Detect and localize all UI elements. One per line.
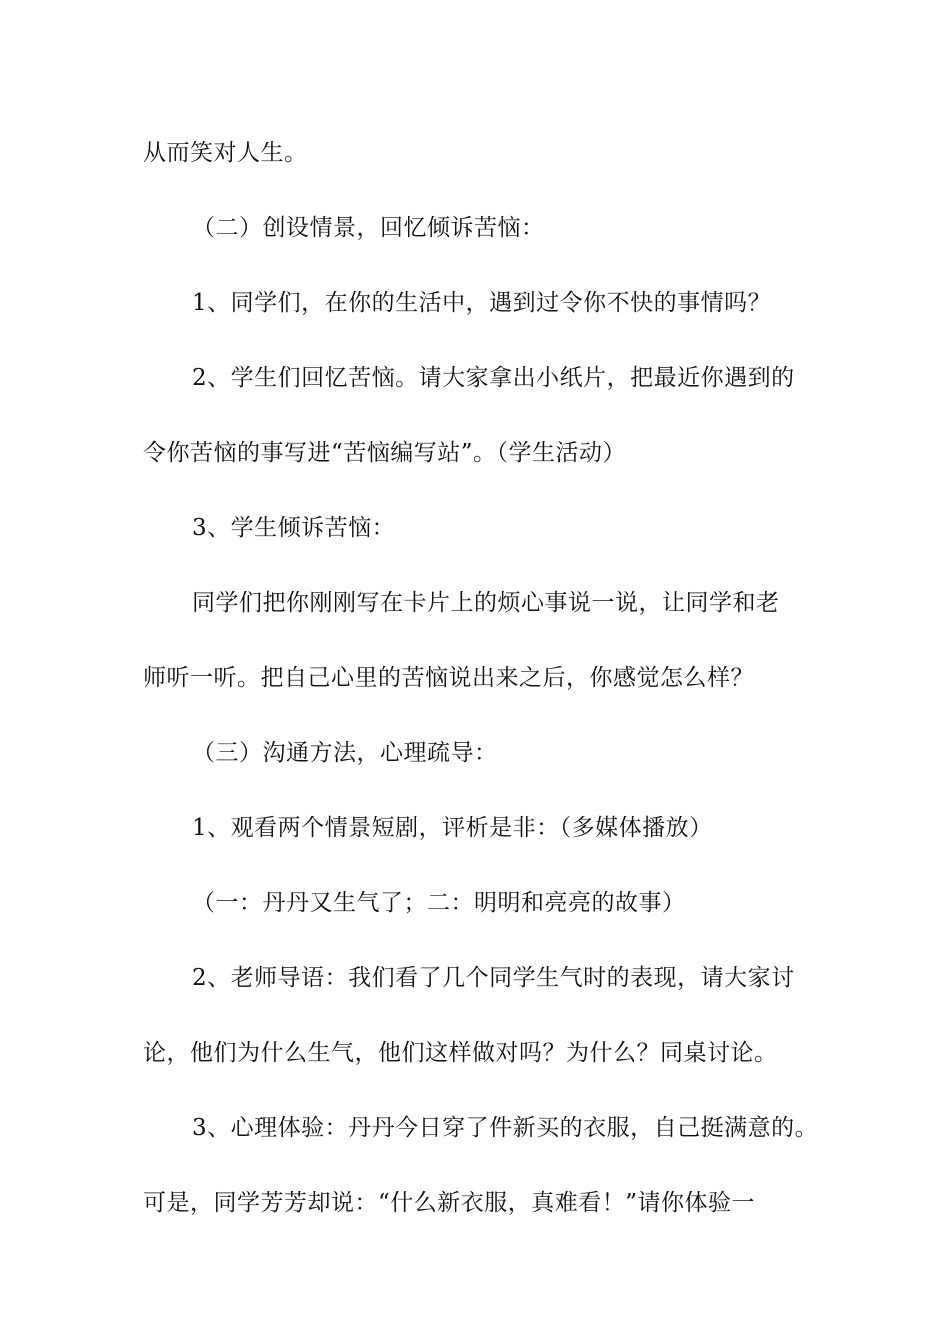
text-line: 3、心理体验：丹丹今日穿了件新买的衣服，自己挺满意的。 [192, 1115, 819, 1141]
text-line: 3、学生倾诉苦恼： [192, 515, 396, 541]
text-line: （一：丹丹又生气了；二：明明和亮亮的故事） [192, 890, 686, 916]
text-line: 令你苦恼的事写进“苦恼编写站”。（学生活动） [143, 440, 627, 466]
text-line: 论，他们为什么生气，他们这样做对吗？为什么？同桌讨论。 [143, 1040, 778, 1066]
text-line: 1、同学们，在你的生活中，遇到过令你不快的事情吗？ [192, 290, 772, 316]
section-heading: （三）沟通方法，心理疏导： [192, 740, 498, 766]
text-line: 可是，同学芳芳却说：“什么新衣服，真难看！”请你体验一 [143, 1190, 756, 1216]
text-line: 师听一听。把自己心里的苦恼说出来之后，你感觉怎么样？ [143, 665, 754, 691]
text-line: 2、学生们回忆苦恼。请大家拿出小纸片，把最近你遇到的 [192, 365, 795, 391]
text-line: 同学们把你刚刚写在卡片上的烦心事说一说，让同学和老 [192, 590, 780, 616]
section-heading: （二）创设情景，回忆倾诉苦恼： [192, 215, 545, 241]
text-line: 1、观看两个情景短剧，评析是非：（多媒体播放） [192, 815, 713, 841]
text-line: 2、老师导语：我们看了几个同学生气时的表现，请大家讨 [192, 965, 795, 991]
text-line: 从而笑对人生。 [143, 140, 308, 166]
